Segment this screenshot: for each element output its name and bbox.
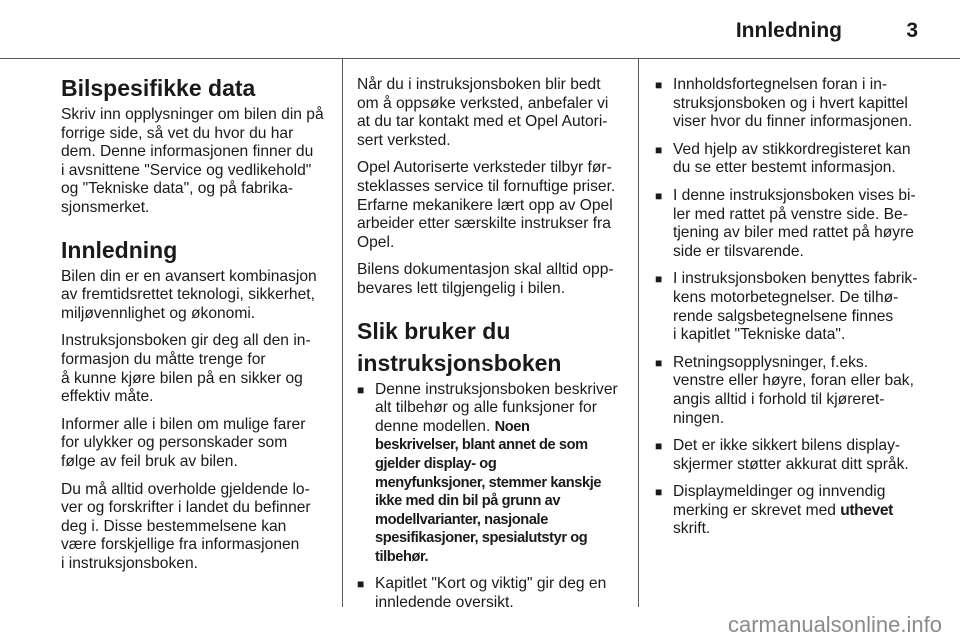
watermark: carmanualsonline.info [727,612,942,637]
page-header [0,0,960,58]
bullet-list [655,76,923,539]
bullet-icon: ■ [655,355,663,370]
bullet-list [357,381,625,613]
list-item [655,270,923,344]
bullet-icon: ■ [357,577,365,592]
list-item [357,381,625,567]
bullet-icon: ■ [655,78,663,92]
list-item-text: Det er ikke sikkert bilens display- skjermer støtter akkurat ditt språk. [673,437,909,473]
column-1 [61,76,333,582]
paragraph: Informer alle i bilen om mulige farer for ulykker og personskader som følge av feil bruk av bilen. [61,415,306,470]
column-divider-1 [342,59,343,607]
list-item-text: Denne instruksjonsboken beskriver alt tilbehør og alle funksjoner for denne modellen. [375,380,618,435]
paragraph: Bilens dokumentasjon skal alltid opp- bevares lett tilgjengelig i bilen. [357,261,614,297]
list-item-text: Ved hjelp av stikkordregisteret kan du se etter bestemt informasjon. [673,140,911,177]
bullet-icon: ■ [655,142,663,157]
list-item-text: Displaymeldinger og innvendig merking er skrevet med [673,483,886,519]
bullet-icon: ■ [357,382,365,397]
list-item [655,76,923,132]
list-item-text: skrift. [673,520,711,538]
heading-bilspesifikke-data: Bilspesifikke data [61,75,256,101]
bullet-icon: ■ [655,439,663,454]
paragraph: Instruksjonsboken gir deg all den in- formasjon du måtte trenge for å kunne kjøre bilen på en sikker og effektiv måte. [61,332,311,406]
list-item-text: I denne instruksjonsboken vises bi- ler med rattet på venstre side. Be- tjening av biler med rattet på høyre side er tilsvarende. [673,186,916,260]
heading-innledning: Innledning [61,236,178,263]
list-item [655,354,923,428]
paragraph: Du må alltid overholde gjeldende lo- ver og forskrifter i landet du befinner deg i. Disse bestemmelsene kan være forskjellige fra informasjonen i instruksjonsboken. [61,480,311,572]
list-item-bold-text: Noen beskrivelser, blant annet de som gjelder display- og menyfunksjoner, stemmer kanskje ikke med din bil på grunn av modellvarianter, nasjonale spesifikasjoner, spesialutstyr og tilbehør. [375,418,602,565]
bullet-icon: ■ [655,188,663,203]
page-number: 3 [906,19,918,42]
header-rule [0,58,960,59]
list-item [655,483,923,539]
paragraph: Bilen din er en avansert kombinasjon av fremtidsrettet teknologi, sikkerhet, miljøvennlighet og økonomi. [61,267,317,322]
list-item-text: Retningsopplysninger, f.eks. venstre eller høyre, foran eller bak, angis alltid i forhold til kjøreret- ningen. [673,353,914,427]
paragraph: Opel Autoriserte verksteder tilbyr før- steklasses service til fornuftige priser. Erfarne mekanikere lært opp av Opel arbeider etter særskilte instrukser fra Opel. [357,159,616,251]
bullet-icon: ■ [655,485,663,500]
list-item-text: Kapitlet "Kort og viktig" gir deg en innledende oversikt. [375,575,607,612]
column-divider-2 [638,59,639,607]
list-item [655,187,923,261]
heading-slik-bruker-du: Slik bruker du instruksjonsboken [357,317,562,376]
list-item-text: Innholdsfortegnelsen foran i in- struksjonsboken og i hvert kapittel viser hvor du finner informasjonen. [673,76,913,131]
paragraph: Når du i instruksjonsboken blir bedt om å oppsøke verksted, anbefaler vi at du tar kontakt med et Opel Autori- sert verksted. [357,76,609,149]
list-item-bold-text: uthevet [840,501,893,519]
bullet-icon: ■ [655,272,663,287]
list-item [655,437,923,474]
column-3 [655,76,923,548]
list-item-text: I instruksjonsboken benyttes fabrik- kens motorbetegnelser. De tilhø- rende salgsbetegnelsene finnes i kapitlet "Tekniske data". [673,270,918,344]
header-title: Innledning [735,19,842,42]
column-2 [357,76,625,622]
list-item [357,575,625,612]
paragraph: Skriv inn opplysninger om bilen din på forrige side, så vet du hvor du har dem. Denne informasjonen finner du i avsnittene "Service og vedlikehold" og "Tekniske data", og på fabrika- sjonsmerket. [61,106,324,216]
list-item [655,141,923,178]
